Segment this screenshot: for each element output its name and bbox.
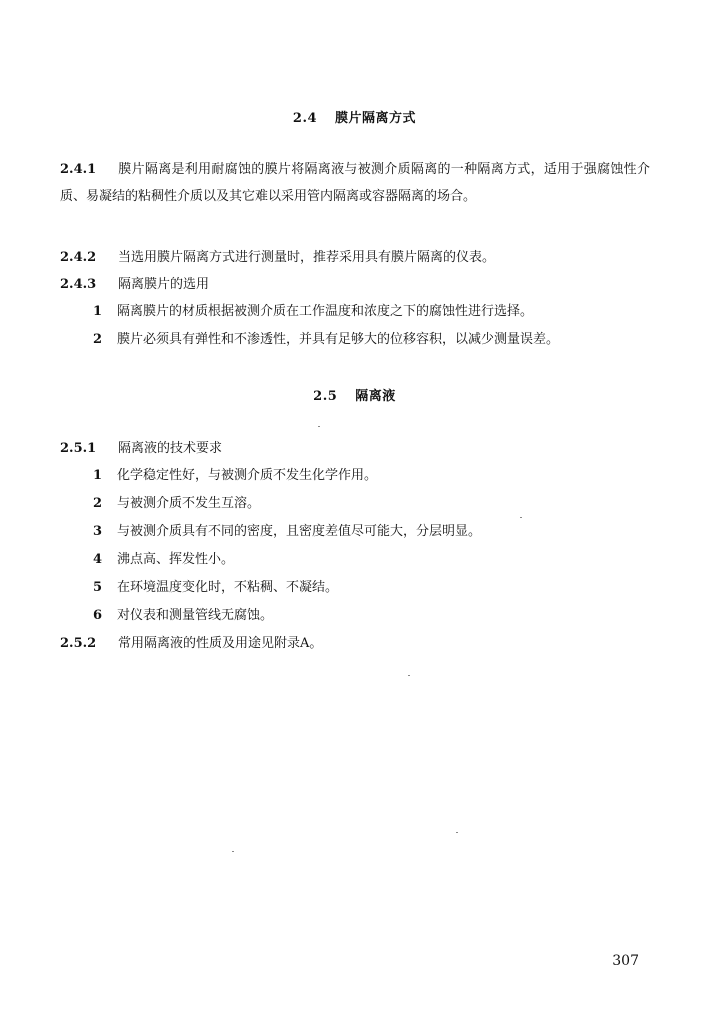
item-number: 1 — [93, 468, 103, 483]
clause-number: 2.5.2 — [60, 636, 97, 651]
item-number: 3 — [93, 524, 103, 539]
clause-number: 2.4.1 — [60, 162, 97, 177]
item-text: 隔离膜片的材质根据被测介质在工作温度和浓度之下的腐蚀性进行选择。 — [117, 304, 534, 319]
scan-speck — [408, 675, 410, 676]
section-heading-2-5 — [0, 385, 709, 404]
clause-text: 隔离液的技术要求 — [118, 441, 223, 456]
item-number: 2 — [93, 496, 103, 511]
item-number: 6 — [93, 608, 103, 623]
list-item — [93, 520, 481, 539]
item-text: 化学稳定性好，与被测介质不发生化学作用。 — [117, 468, 378, 483]
item-text: 与被测介质不发生互溶。 — [117, 496, 261, 511]
clause-text: 膜片隔离是利用耐腐蚀的膜片将隔离液与被测介质隔离的一种隔离方式，适用于强腐蚀性介质、易凝结的粘稠性介质以及其它难以采用管内隔离或容器隔离的场合。 — [60, 162, 650, 204]
section-title: 膜片隔离方式 — [335, 111, 417, 126]
clause-text: 当选用膜片隔离方式进行测量时，推荐采用具有膜片隔离的仪表。 — [118, 250, 496, 265]
item-text: 沸点高、挥发性小。 — [117, 552, 235, 567]
scan-speck — [456, 832, 458, 833]
clause-2-4-1 — [60, 156, 650, 210]
item-text: 与被测介质具有不同的密度，且密度差值尽可能大，分层明显。 — [117, 524, 482, 539]
list-item — [93, 464, 377, 483]
scan-speck — [232, 851, 234, 852]
scan-speck — [520, 517, 522, 518]
clause-2-5-1 — [60, 437, 222, 456]
list-item — [93, 604, 273, 623]
item-number: 2 — [93, 332, 103, 347]
list-item — [93, 328, 559, 347]
page-number: 307 — [612, 953, 639, 969]
list-item — [93, 300, 533, 319]
clause-text: 隔离膜片的选用 — [118, 277, 210, 292]
clause-number: 2.4.3 — [60, 277, 97, 292]
list-item — [93, 576, 338, 595]
scan-speck — [318, 426, 320, 427]
item-number: 4 — [93, 552, 103, 567]
item-text: 膜片必须具有弹性和不渗透性，并具有足够大的位移容积，以减少测量误差。 — [117, 332, 560, 347]
clause-2-4-3 — [60, 273, 209, 292]
item-text: 对仪表和测量管线无腐蚀。 — [117, 608, 274, 623]
clause-number: 2.5.1 — [60, 441, 97, 456]
item-number: 5 — [93, 580, 103, 595]
clause-2-4-2 — [60, 246, 495, 265]
section-heading-2-4 — [0, 107, 709, 126]
list-item — [93, 492, 260, 511]
list-item — [93, 548, 234, 567]
item-text: 在环境温度变化时，不粘稠、不凝结。 — [117, 580, 339, 595]
clause-2-5-2 — [60, 632, 322, 651]
clause-number: 2.4.2 — [60, 250, 97, 265]
section-number: 2.5 — [313, 389, 338, 404]
section-number: 2.4 — [292, 111, 318, 126]
clause-text: 常用隔离液的性质及用途见附录A。 — [118, 636, 323, 651]
item-number: 1 — [93, 304, 103, 319]
section-title: 隔离液 — [355, 389, 396, 404]
